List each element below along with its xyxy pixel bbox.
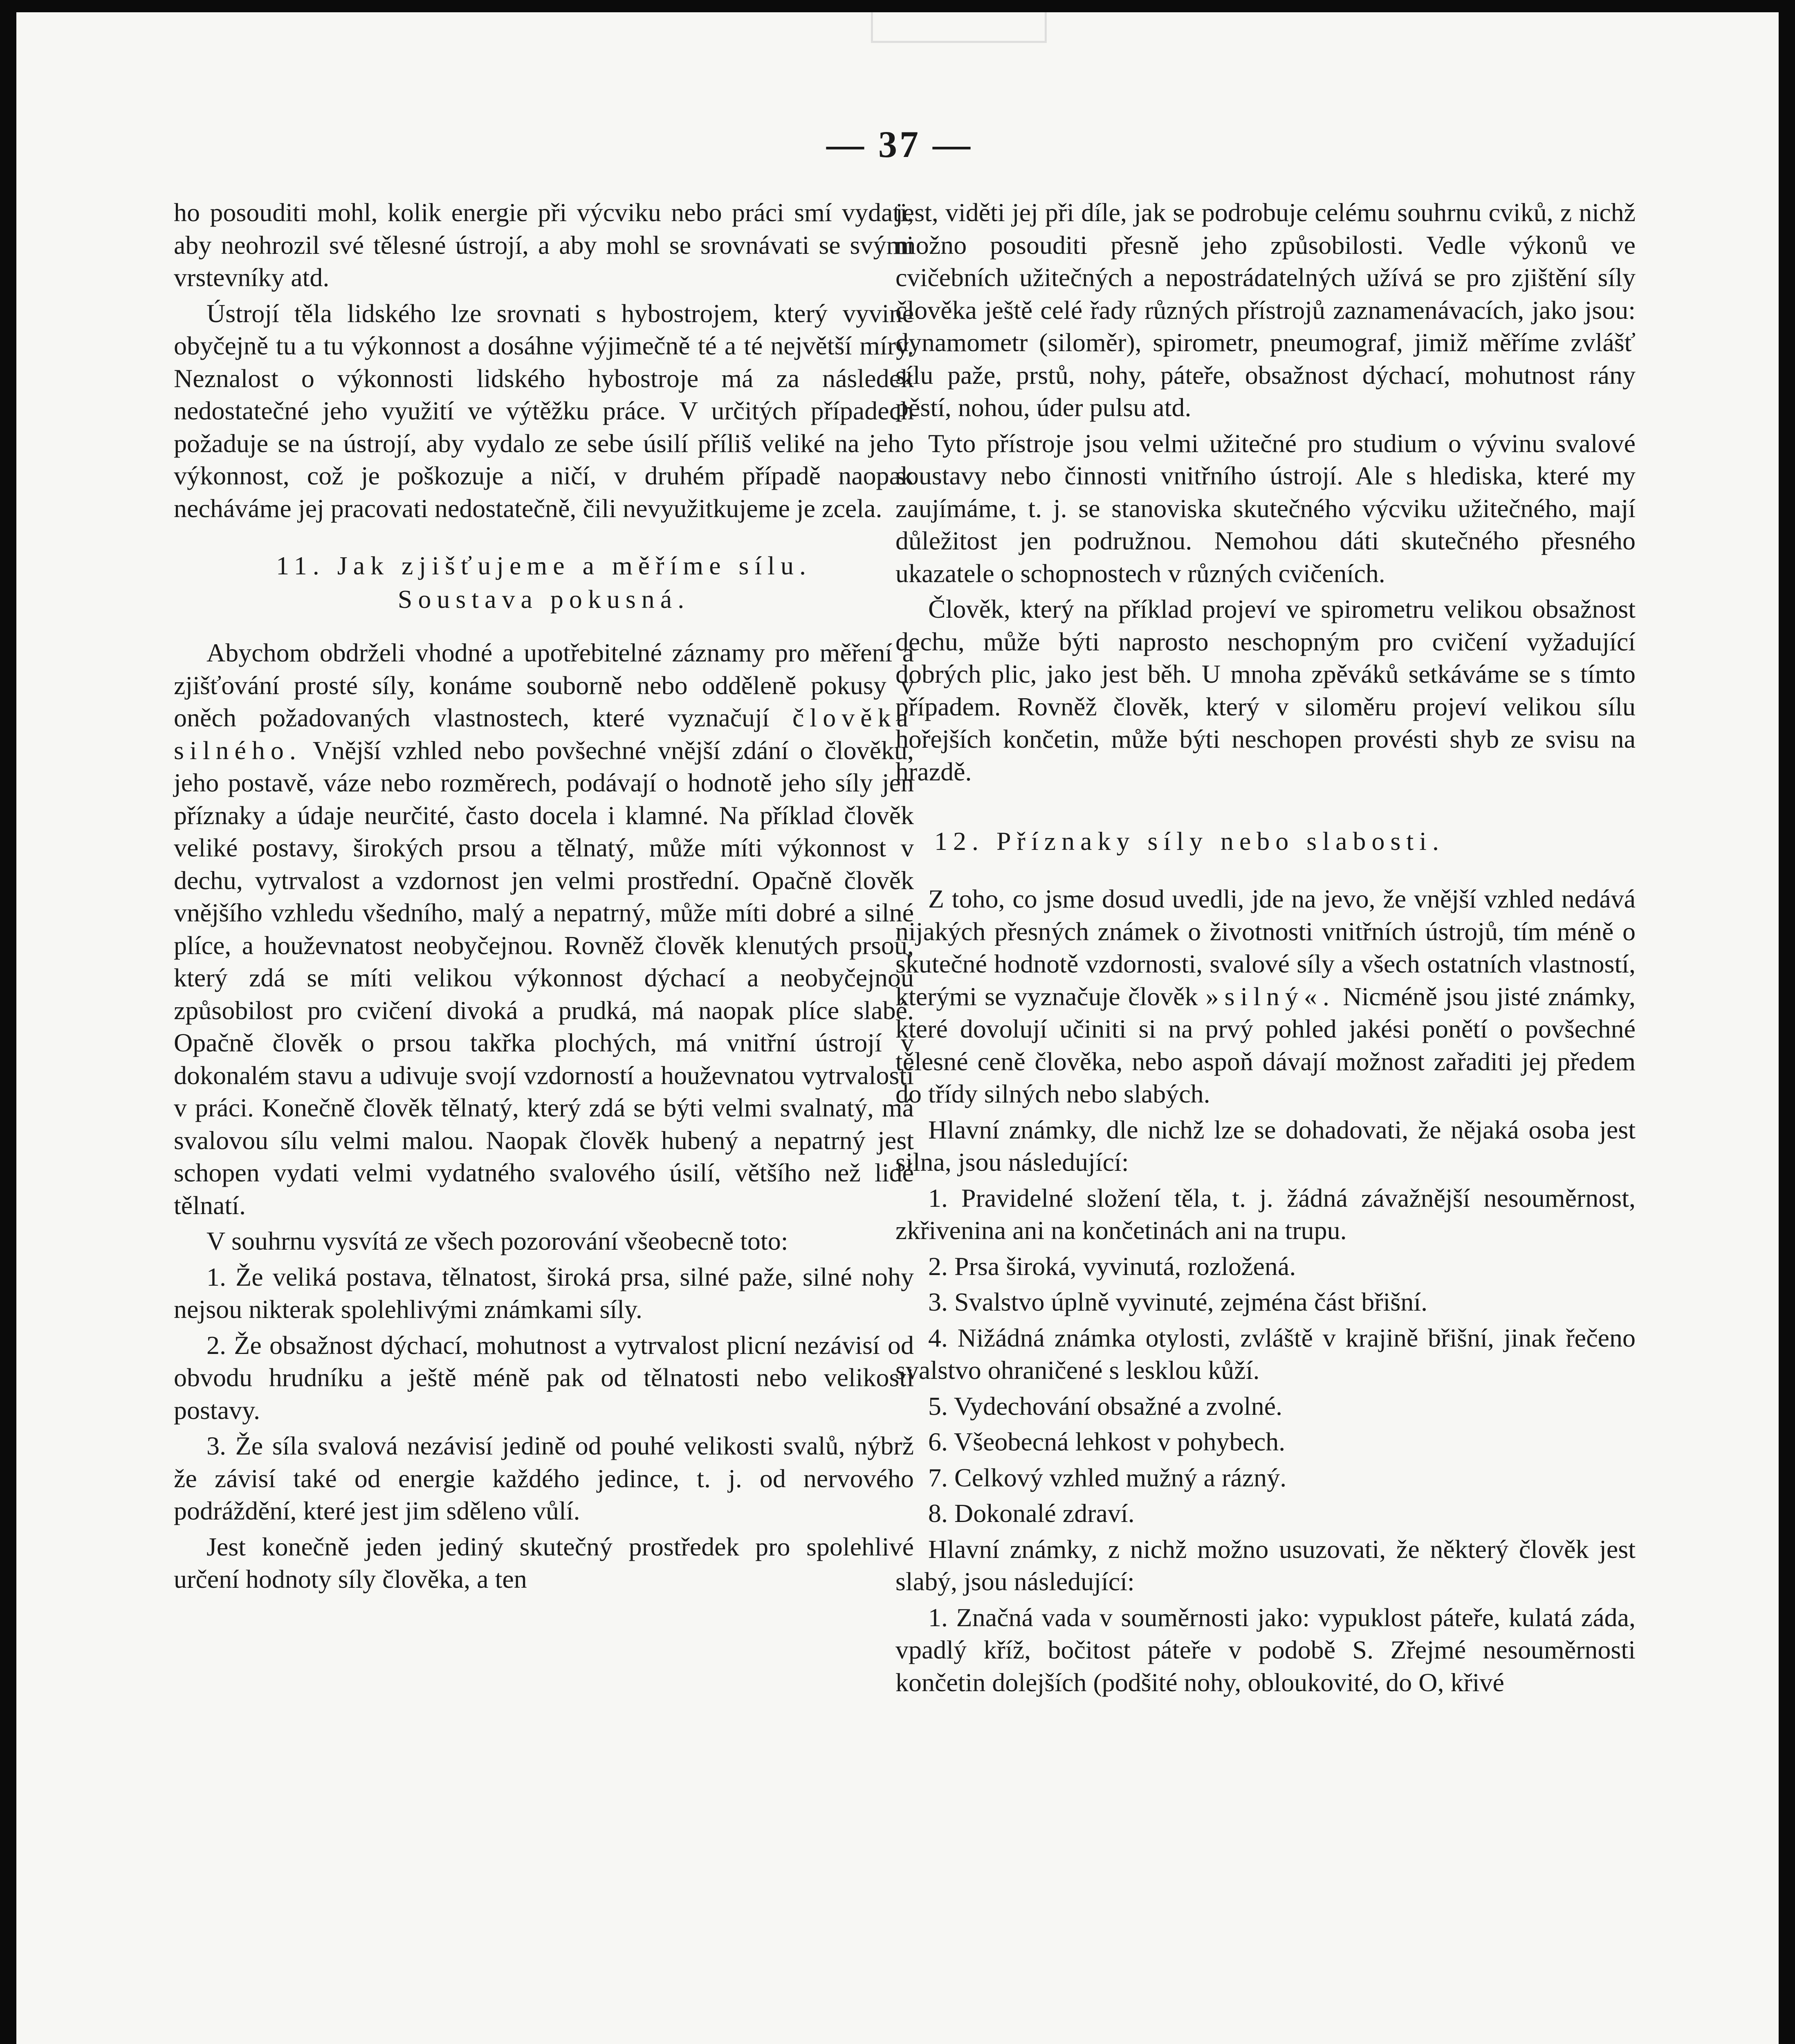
- paragraph: Jest konečně jeden jediný skutečný prostředek pro spolehlivé určení hodnoty síly člověka, a ten: [174, 1532, 914, 1594]
- list-item: 7. Celkový vzhled mužný a rázný.: [928, 1463, 1287, 1492]
- emphasized-text: člověka silného.: [174, 703, 914, 765]
- list-item: 2. Že obsažnost dýchací, mohutnost a vytrvalost plicní nezávisí od obvodu hrudníku a ještě méně pak od tělnatosti nebo velikosti postavy.: [174, 1330, 914, 1425]
- list-item: 2. Prsa široká, vyvinutá, rozložená.: [928, 1251, 1296, 1281]
- list-item: 4. Nižádná známka otylosti, zvláště v krajině břišní, jinak řečeno svalstvo ohraničené s lesklou kůží.: [895, 1323, 1636, 1385]
- paragraph: jest, viděti jej při díle, jak se podrobuje celému souhrnu cviků, z nichž možno posouditi přesně jeho způsobilosti. Vedle výkonů ve cvičebních užitečných a nepostrádatelných užívá se pro zjištění síly člověka ještě celé řady různých přístrojů zaznamenávacích, jako jsou: dynamometr (siloměr), spirometr, pneumograf, jimiž měříme zvlášť sílu paže, prstů, nohy, páteře, obsažnost dýchací, mohutnost rány pěstí, nohou, úder pulsu atd.: [895, 198, 1636, 422]
- paragraph: 1. Značná vada v souměrnosti jako: vypuklost páteře, kulatá záda, vpadlý kříž, bočitost páteře v podobě S. Zřejmé nesouměrnosti končetin dolejších (podšité nohy, obloukovité, do O, křivé: [895, 1602, 1636, 1697]
- paragraph: Hlavní známky, z nichž možno usuzovati, že některý člověk jest slabý, jsou následující:: [895, 1534, 1636, 1596]
- list-item: 1. Pravidelné složení těla, t. j. žádná závažnější nesouměrnost, zkřivenina ani na končetinách ani na trupu.: [895, 1183, 1636, 1245]
- paragraph: V souhrnu vysvítá ze všech pozorování všeobecně toto:: [206, 1226, 788, 1255]
- text-run: Nicméně jsou jisté známky, které dovolují učiniti si na prvý pohled jakési ponětí o povšechné tělesné ceně člověka, nebo aspoň dávají možnost zařaditi jej předem do třídy silných nebo slabých.: [895, 982, 1636, 1108]
- emphasized-text: »silný«.: [1205, 982, 1335, 1011]
- text-run: Z toho, co jsme dosud uvedli, jde na jevo, že vnější vzhled nedává nijakých přesných známek o životnosti vnitřních ústrojů, tím méně o skutečné hodnotě vzdornosti, svalové síly a všech ostatních vlastností, kterými se vyznačuje člověk: [895, 884, 1636, 1011]
- list-item: 3. Svalstvo úplně vyvinuté, zejména část břišní.: [928, 1287, 1428, 1316]
- section-heading-line: 11. Jak zjišťujeme a měříme sílu.: [276, 551, 812, 580]
- text-run: Abychom obdrželi vhodné a upotřebitelné záznamy pro měření a zjišťování prosté síly, konáme souborně nebo odděleně pokusy v oněch požadovaných vlastnostech, které vyznačují: [174, 638, 914, 732]
- paragraph: [895, 883, 1636, 1110]
- left-column: [174, 196, 914, 1599]
- strong-signs-list: [895, 1182, 1636, 1530]
- paragraph: Člověk, který na příklad projeví ve spirometru velikou obsažnost dechu, může býti naprosto neschopným pro cvičení vyžadující dobrých plic, jako jest běh. U mnoha zpěváků setkáváme se s tímto případem. Rovněž člověk, který v siloměru projeví velikou sílu hořejších končetin, může býti neschopen provésti shyb ze svisu na hrazdě.: [895, 594, 1636, 786]
- page-edge-mark: [871, 12, 1047, 43]
- section-heading-12: 12. Příznaky síly nebo slabosti.: [934, 827, 1445, 856]
- page-number: — 37 —: [826, 123, 973, 165]
- list-item: 6. Všeobecná lehkost v pohybech.: [928, 1427, 1286, 1456]
- list-item: 1. Že veliká postava, tělnatost, široká prsa, silné paže, silné nohy nejsou nikterak spolehlivými známkami síly.: [174, 1262, 914, 1324]
- right-column: [895, 196, 1636, 1702]
- section-heading-11: [174, 549, 914, 616]
- paragraph: Ústrojí těla lidského lze srovnati s hybostrojem, který vyvine obyčejně tu a tu výkonnost a dosáhne výjimečně té a té největší míry. Neznalost o výkonnosti lidského hybostroje má za následek nedostatečné jeho využití ve výtěžku práce. V určitých případech požaduje se na ústrojí, aby vydalo ze sebe úsilí příliš veliké na jeho výkonnost, což je poškozuje a ničí, v druhém případě naopak necháváme jej pracovati nedostatečně, čili nevyužitkujeme je zcela.: [174, 298, 914, 523]
- section-heading-line: Soustava pokusná.: [397, 585, 690, 614]
- paragraph: Tyto přístroje jsou velmi užitečné pro studium o vývinu svalové soustavy nebo činnosti vnitřního ústrojí. Ale s hlediska, které my zaujímáme, t. j. se stanoviska skutečného výcviku užitečného, mají důležitost jen podružnou. Nemohou dáti skutečného přesného ukazatele o schopnostech v různých cvičeních.: [895, 428, 1636, 588]
- list-item: 5. Vydechování obsažné a zvolné.: [928, 1391, 1283, 1421]
- list-item: 8. Dokonalé zdraví.: [928, 1499, 1135, 1528]
- paragraph: Hlavní známky, dle nichž lze se dohadovati, že nějaká osoba jest silna, jsou následující:: [895, 1115, 1636, 1177]
- list-item: 3. Že síla svalová nezávisí jedině od pouhé velikosti svalů, nýbrž že závisí také od energie každého jedince, t. j. od nervového podráždění, které jest jim sděleno vůlí.: [174, 1431, 914, 1525]
- text-run: Vnější vzhled nebo povšechné vnější zdání o člověku, jeho postavě, váze nebo rozměrech, podávají o hodnotě jeho síly jen příznaky a údaje neurčité, často docela i klamné. Na příklad člověk veliké postavy, širokých prsou a tělnatý, může míti výkonnost v dechu, vytrvalost a vzdornost jen velmi prostřední. Opačně člověk vnějšího vzhledu všedního, malý a nepatrný, může míti dobré a silné plíce, a houževnatost neobyčejnou. Rovněž člověk klenutých prsou, který zdá se míti velikou výkonnost dýchací a neobyčejnou způsobilost pro cvičení divoká a prudká, má naopak plíce slabé. Opačně člověk o prsou takřka plochých, má vnitřní ústrojí v dokonalém stavu a udivuje svojí vzdorností a houževnatou vytrvalostí v práci. Konečně člověk tělnatý, který zdá se býti velmi svalnatý, má svalovou sílu velmi malou. Naopak člověk hubený a nepatrný jest schopen vydati velmi vydatného svalového úsilí, většího než lidé tělnatí.: [174, 735, 914, 1220]
- paragraph: ho posouditi mohl, kolik energie při výcviku nebo práci smí vydati, aby neohrozil své tělesné ústrojí, a aby mohl se srovnávati se svými vrstevníky atd.: [174, 198, 914, 292]
- document-page: [16, 12, 1779, 2044]
- paragraph: [174, 637, 914, 1221]
